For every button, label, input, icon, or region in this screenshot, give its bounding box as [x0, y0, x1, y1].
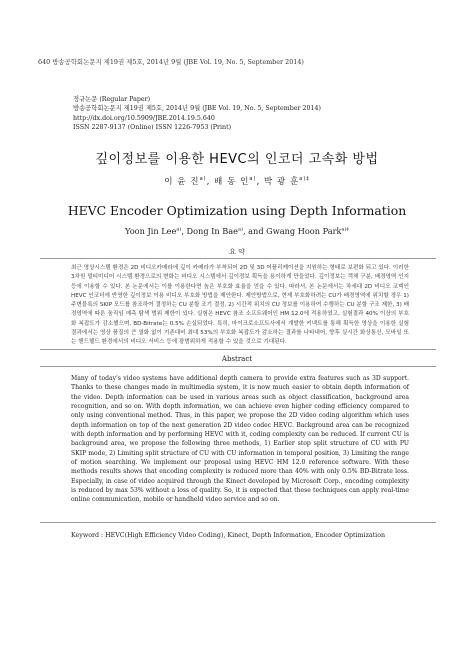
- author-en-2: Dong In Bae: [186, 226, 239, 236]
- author-ko-sep-1: ,: [206, 177, 215, 187]
- title-english: HEVC Encoder Optimization using Depth Information: [67, 203, 407, 218]
- author-en-sep-1: ,: [181, 226, 187, 236]
- keywords-line: [71, 532, 385, 539]
- keywords-label: Keyword :: [71, 532, 106, 539]
- author-en-3-affil: a)‡: [341, 226, 349, 233]
- author-ko-2: 배 동 인: [214, 177, 250, 187]
- author-en-2-affil: a): [238, 226, 243, 233]
- article-type: 정규논문 (Regular Paper): [73, 96, 151, 103]
- article-meta: [73, 95, 321, 133]
- title-korean: 깊이정보를 이용한 HEVC의 인코더 고속화 방법: [95, 152, 379, 167]
- author-ko-2-affil: a): [249, 176, 257, 183]
- author-en-3: Gwang Hoon Park: [266, 226, 342, 236]
- author-ko-1-affil: a): [199, 176, 207, 183]
- abstract-en-top-rule: [40, 366, 436, 367]
- author-ko-3: 박 광 훈: [263, 177, 300, 187]
- authors-english: [0, 226, 474, 236]
- abstract-en-bottom-rule: [40, 522, 436, 523]
- abstract-korean: 최근 영상시스템 환경은 2D 비디오카메라에 깊이 카메라가 부착되어 2D 및 3D 어플리케이션을 지원하는 형태로 보편화 되고 있다. 이러한 3차원 멀티미디어 시스템 환경으로의 변화는 비디오 시스템에서 깊이정보 획득을 용이하게 만들었다. 깊이정보는 객체 구분, 배경영역 인지 등에 이용할 수 있다. 본 논문에서는 이를 이용한다면 높은 부호화 효율을 얻을 수 있다. 따라서, 본 논문에서는 차세대 2D 비디오 코덱인 HEVC 인코더에 반영한 깊이정보 이용 비디오 부호화 방법을 제안한다. 제안방법으로, 현재 부호화하려는 CU가 배경영역에 위치할 경우 1) 주변블록의 SKIP 모드를 참조하여 결정하는 CU 분할 조기 결정, 2) 시간적 위치의 CU 정보를 이용하여 수행하는 CU 분할 구조 제한, 3) 배경영역에 따른 움직임 예측 탐색 범위 제한이 있다. 실험은 HEVC 참조 소프트웨어인 HM 12.0에 적용하였고, 실험결과 40% 이상의 부호화 복잡도가 감소했으며, BD-Bitrate는 0.5% 손실되었다. 특히, 마이크로소프트사에서 개발한 키넥트를 통해 획득한 영상을 이용한 실험 결과에서는 영상 품질의 큰 열화 없이 기존대비 최대 53%의 부호화 복잡도가 감소하는 결과를 나타내어, 향후 실시간 화상통신, 모바일 또는 핸드헬드 환경에서의 비디오 서비스 등에 광범위하게 적용할 수 있을 것으로 기대된다.: [71, 265, 409, 346]
- author-en-sep-2: , and: [242, 226, 267, 236]
- doi-link[interactable]: http://dx.doi.org/10.5909/JBE.2014.19.5.640: [73, 114, 215, 122]
- abstract-en-heading: Abstract: [221, 355, 253, 363]
- keywords-text: HEVC(High Efficiency Video Coding), Kinect, Depth Information, Encoder Optimization: [105, 532, 386, 539]
- authors-korean: [0, 175, 474, 187]
- journal-citation: 방송공학회논문지 제19권 제5호, 2014년 9월 (JBE Vol. 19, No. 5, September 2014): [73, 105, 321, 113]
- author-ko-3-affil: a)‡: [299, 176, 310, 183]
- author-ko-1: 이 윤 진: [164, 177, 200, 187]
- issn: ISSN 2287-9137 (Online) ISSN 1226-7953 (Print): [73, 124, 232, 132]
- author-en-1-affil: a): [176, 226, 182, 233]
- abstract-ko-heading: 요 약: [229, 248, 245, 256]
- abstract-english: Many of today's video systems have additional depth camera to provide extra features such as 3D support. Thanks to these changes made in multimedia system, it is now much easier to obtain depth information of the video. Depth information can be used in various areas such as object classification, background area recognition, and so on. With depth information, we can achieve even higher coding efficiency compared to only using conventional method. Thus, in this paper, we propose the 2D video coding algorithm which uses depth information on top of the next generation 2D video codec HEVC. Background area can be recognized with depth information and by performing HEVC with it, coding complexity can be reduced. If current CU is background area, we propose the following three methods, 1) Earlier stop split structure of CU with PU SKIP mode, 2) Limiting split structure of CU with CU information in temporal position, 3) Limiting the range of motion searching. We implement our proposal using HEVC HM 12.0 reference software. With these methods results shows that encoding complexity is reduced more than 40% with only 0.5% BD-Bitrate loss. Especially, in case of video acquired through the Kinect developed by Microsoft Corp., encoding complexity is reduced by max 53% without a loss of quality. So, it is expected that these techniques can apply real-time online communication, mobile or handheld video service and so on.: [71, 375, 409, 504]
- running-header: 640 방송공학회논문지 제19권 제5호, 2014년 9월 (JBE Vol. 19, No. 5, September 2014): [38, 58, 304, 66]
- abstract-ko-top-rule: [40, 258, 436, 259]
- abstract-ko-bottom-rule: [40, 349, 436, 350]
- author-en-1: Yoon Jin Lee: [125, 226, 177, 236]
- author-ko-sep-2: ,: [256, 177, 264, 187]
